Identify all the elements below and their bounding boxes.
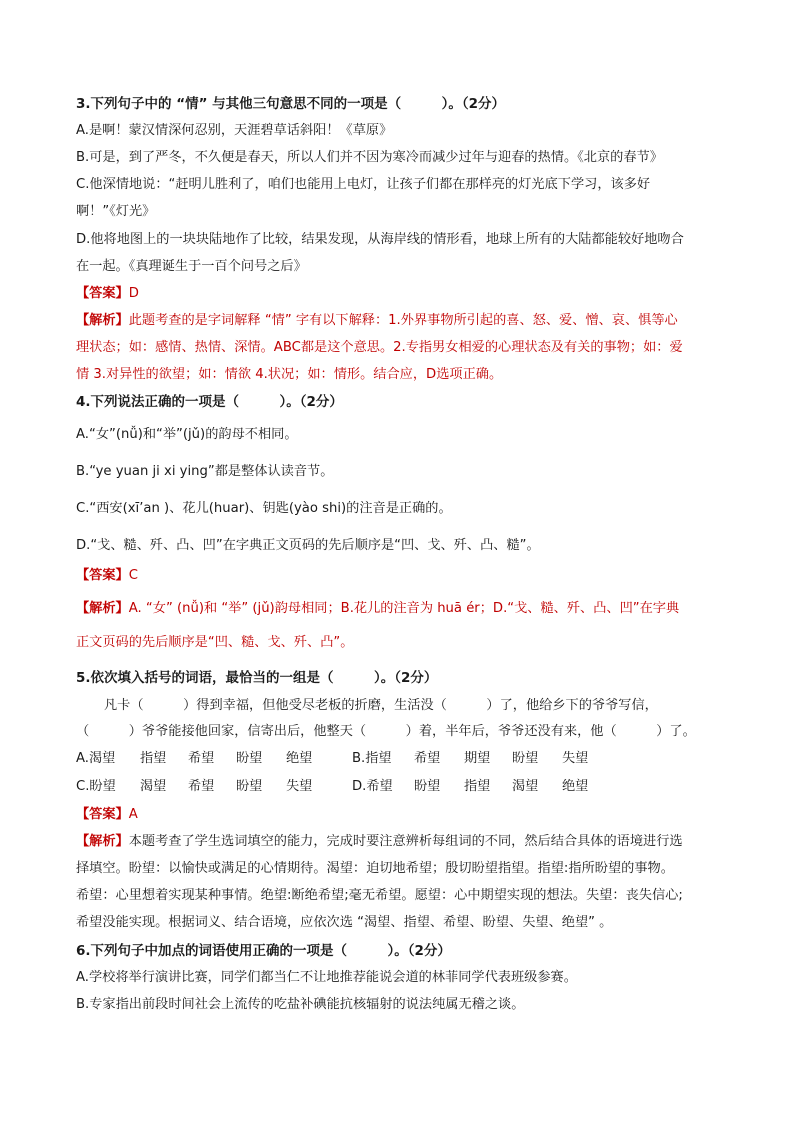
question-4-option-a: A.“女”(nǚ)和“举”(jǔ)的韵母不相同。 — [76, 427, 298, 442]
question-3-analysis-line3: 情 3.对异性的欲望；如：情欲 4.状况；如：情形。结合应，D选项正确。 — [76, 367, 503, 382]
question-5-title: 5.依次填入括号的词语，最恰当的一组是（ ）。（2分） — [76, 670, 438, 686]
answer-value: D — [128, 286, 139, 301]
question-4-option-c: C.“西安(xī’an )、花儿(huar)、钥匙(yào shi)的注音是正确的。 — [76, 501, 452, 516]
option-a-word-4: 盼望 — [236, 751, 263, 766]
question-4-analysis-line2: 正文页码的先后顺序是“凹、糙、戈、歼、凸”。 — [76, 635, 354, 650]
question-5-analysis-line2: 择填空。盼望：以愉快或满足的心情期待。渴望：迫切地希望；殷切盼望指望。指望:指所盼望的事物。 — [76, 861, 674, 876]
question-3-analysis-line1 — [76, 311, 678, 331]
option-a-word-5: 绝望 — [286, 751, 313, 766]
option-a-word-1: A.渴望 — [76, 751, 116, 766]
option-b-word-1: B.指望 — [352, 751, 392, 766]
analysis-tag: 【解析】 — [76, 313, 129, 328]
option-c-word-3: 希望 — [188, 779, 215, 794]
answer-tag: 【答案】 — [76, 568, 129, 583]
question-4-option-b: B.“ye yuan ji xi ying”都是整体认读音节。 — [76, 464, 334, 479]
option-d-word-3: 指望 — [464, 779, 491, 794]
option-d-word-2: 盼望 — [414, 779, 441, 794]
answer-value: C — [128, 568, 138, 583]
question-3-option-c-line1: C.他深情地说：“赶明儿胜利了，咱们也能用上电灯，让孩子们都在那样亮的灯光底下学习，该多好 — [76, 177, 651, 192]
option-c-word-1: C.盼望 — [76, 779, 116, 794]
question-5-analysis-line3: 希望：心里想着实现某种事情。绝望:断绝希望;毫无希望。愿望：心中期望实现的想法。失望：丧失信心; — [76, 888, 683, 903]
question-5-analysis-line1 — [76, 832, 683, 852]
question-5-passage-line1: 凡卡（ ）得到幸福，但他受尽老板的折磨，生活没（ ）了，他给乡下的爷爷写信， — [104, 698, 658, 713]
question-4-title: 4.下列说法正确的一项是（ ）。（2分） — [76, 394, 343, 410]
option-b-word-2: 希望 — [414, 751, 441, 766]
analysis-tag: 【解析】 — [76, 601, 129, 616]
option-c-word-4: 盼望 — [236, 779, 263, 794]
answer-value: A — [128, 807, 138, 822]
question-6-title: 6.下列句子中加点的词语使用正确的一项是（ ）。（2分） — [76, 943, 451, 959]
question-5-analysis-line4: 希望没能实现。根据词义、结合语境，应依次选 “渴望、指望、希望、盼望、失望、绝望” 。 — [76, 915, 613, 930]
analysis-text: 本题考查了学生选词填空的能力，完成时要注意辨析每组词的不同，然后结合具体的语境进行选 — [128, 834, 683, 849]
question-6-option-b: B.专家指出前段时间社会上流传的吃盐补碘能抗核辐射的说法纯属无稽之谈。 — [76, 997, 525, 1012]
option-d-word-5: 绝望 — [562, 779, 589, 794]
question-3-option-d-line2: 在一起。《真理诞生于一百个问号之后》 — [76, 259, 307, 274]
question-6-option-a: A.学校将举行演讲比赛，同学们都当仁不让地推荐能说会道的林菲同学代表班级参赛。 — [76, 970, 577, 985]
question-4-analysis-line1 — [76, 599, 679, 619]
question-5-answer — [76, 805, 138, 825]
option-a-word-3: 希望 — [188, 751, 215, 766]
answer-tag: 【答案】 — [76, 286, 129, 301]
analysis-text: 此题考查的是字词解释 “情” 字有以下解释：1.外界事物所引起的喜、怒、爱、憎、哀、惧等心 — [128, 313, 678, 328]
question-3-option-b: B.可是，到了严冬，不久便是春天，所以人们并不因为寒冷而减少过年与迎春的热情。《北京的春节》 — [76, 150, 663, 165]
analysis-tag: 【解析】 — [76, 834, 129, 849]
question-3-answer — [76, 284, 139, 304]
analysis-text: A. “女” (nǚ)和 “举” (jǔ)韵母相同；B.花儿的注音为 huā ér；D.“戈、糙、歼、凸、凹”在字典 — [128, 601, 680, 616]
option-d-word-1: D.希望 — [352, 779, 393, 794]
option-b-word-4: 盼望 — [512, 751, 539, 766]
option-b-word-3: 期望 — [464, 751, 491, 766]
question-4-answer — [76, 566, 138, 586]
question-3-title: 3.下列句子中的 “情” 与其他三句意思不同的一项是（ ）。（2分） — [76, 96, 506, 112]
option-b-word-5: 失望 — [562, 751, 589, 766]
question-4-option-d: D.“戈、糙、歼、凸、凹”在字典正文页码的先后顺序是“凹、戈、歼、凸、糙”。 — [76, 538, 540, 553]
option-d-word-4: 渴望 — [512, 779, 539, 794]
option-a-word-2: 指望 — [140, 751, 167, 766]
answer-tag: 【答案】 — [76, 807, 129, 822]
option-c-word-2: 渴望 — [140, 779, 167, 794]
option-c-word-5: 失望 — [286, 779, 313, 794]
question-5-passage-line2: （ ）爷爷能接他回家，信寄出后，他整天（ ）着，半年后，爷爷还没有来，他（ ）了。 — [76, 724, 696, 739]
question-3-option-c-line2: 啊！”《灯光》 — [76, 204, 156, 219]
question-3-option-a: A.是啊！蒙汉情深何忍别，天涯碧草话斜阳！《草原》 — [76, 123, 393, 138]
question-3-analysis-line2: 理状态；如：感情、热情、深情。ABC都是这个意思。2.专指男女相爱的心理状态及有关的事物；如：爱 — [76, 340, 683, 355]
question-3-option-d-line1: D.他将地图上的一块块陆地作了比较，结果发现，从海岸线的情形看，地球上所有的大陆都能较好地吻合 — [76, 232, 684, 247]
